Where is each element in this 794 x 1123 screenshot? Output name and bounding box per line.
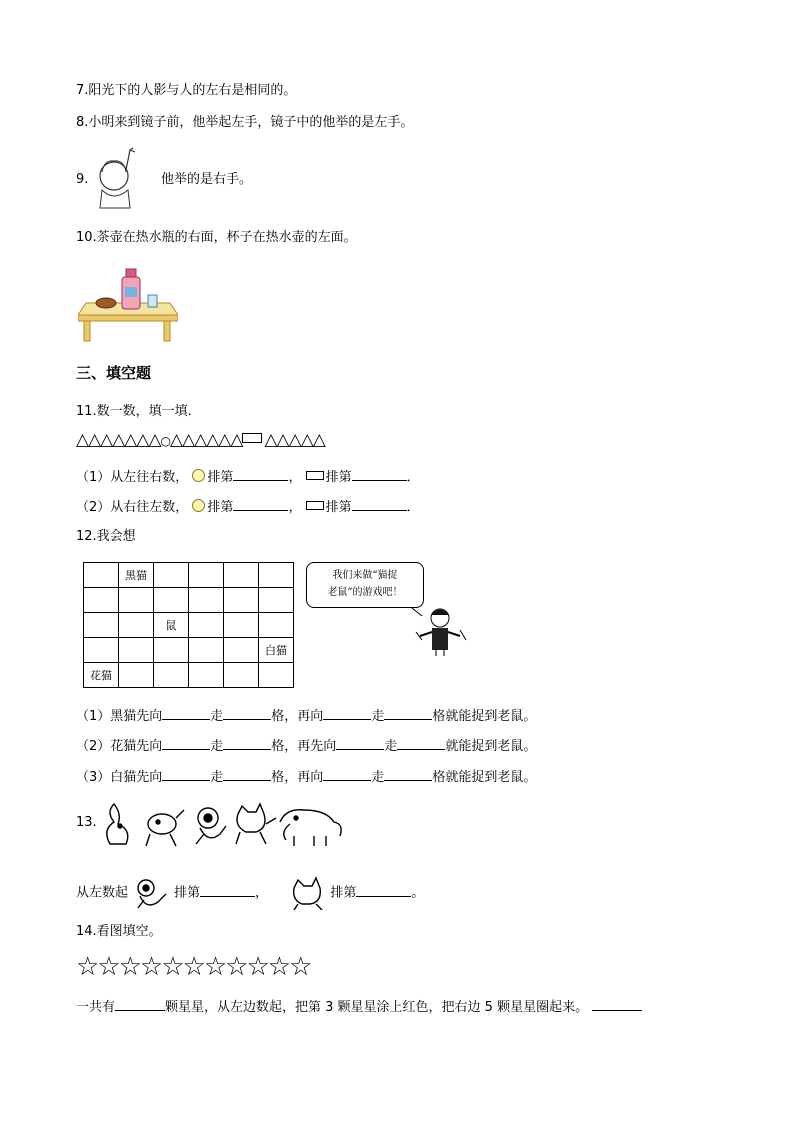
- white-cat-label: 白猫: [259, 638, 294, 663]
- triangles-group-2: △△△△△△: [170, 430, 243, 450]
- black-cat-label: 黑猫: [119, 563, 154, 588]
- boy-image: [398, 600, 474, 656]
- shape-row: [76, 431, 325, 450]
- question-12-title: 12.我会想: [76, 529, 136, 544]
- section-fill-in-blanks-heading: 三、填空题: [76, 364, 152, 382]
- answer-blank[interactable]: [356, 882, 411, 897]
- answer-blank[interactable]: [384, 766, 432, 781]
- answer-blank[interactable]: [223, 705, 271, 720]
- question-11-title: 11.数一数，填一填．: [76, 404, 201, 419]
- raised-hand-boy-image: [90, 146, 140, 210]
- star-row: ☆☆☆☆☆☆☆☆☆☆☆: [76, 952, 311, 982]
- question-10: 10.茶壶在热水瓶的右面，杯子在热水壶的左面。: [76, 230, 357, 245]
- answer-blank[interactable]: [352, 466, 407, 481]
- speech-bubble: 我们来做“猫捉 老鼠”的游戏吧！: [306, 562, 424, 608]
- answer-blank[interactable]: [223, 735, 271, 750]
- question-11-line-1: （1）从左往右数， 排第 ， 排第 ．: [76, 466, 420, 487]
- question-9-number: 9.: [76, 172, 89, 187]
- table-with-thermos-teapot-cup-image: [78, 265, 178, 343]
- answer-blank[interactable]: [397, 735, 445, 750]
- answer-blank[interactable]: [223, 766, 271, 781]
- answer-blank[interactable]: [233, 466, 288, 481]
- question-12-line-3: （3）白猫先向 走 格，再向 走 格就能捉到老鼠。: [76, 766, 536, 787]
- cat-mouse-grid: [83, 562, 294, 688]
- circle-icon: [192, 469, 205, 482]
- question-7: 7.阳光下的人影与人的左右是相同的。: [76, 83, 297, 98]
- triangles-group-3: △△△△△: [264, 430, 325, 450]
- answer-blank[interactable]: [200, 882, 255, 897]
- circle-shape: ○: [160, 434, 171, 448]
- animal-row-image: [100, 800, 350, 850]
- question-13-number: 13.: [76, 815, 97, 830]
- question-11-line-2: （2）从右往左数， 排第 ， 排第 ．: [76, 496, 420, 517]
- mouse-label: 鼠: [154, 613, 189, 638]
- triangles-group-1: △△△△△△△: [76, 430, 161, 450]
- answer-blank[interactable]: [352, 496, 407, 511]
- rectangle-icon: [306, 501, 324, 510]
- answer-blank[interactable]: [336, 735, 384, 750]
- answer-blank[interactable]: [115, 996, 165, 1011]
- question-12-line-2: （2）花猫先向 走 格，再先向 走 就能捉到老鼠。: [76, 735, 536, 756]
- question-12-line-1: （1）黑猫先向 走 格，再向 走 格就能捉到老鼠。: [76, 705, 536, 726]
- answer-blank[interactable]: [233, 496, 288, 511]
- question-14-title: 14.看图填空。: [76, 924, 162, 939]
- cat-icon: [288, 876, 330, 910]
- answer-blank[interactable]: [592, 996, 642, 1011]
- rectangle-icon: [306, 471, 324, 480]
- flower-cat-label: 花猫: [84, 663, 119, 688]
- bird-icon: [132, 876, 174, 910]
- question-14-line: 一共有 颗星星，从左边数起，把第 3 颗星星涂上红色，把右边 5 颗星星圈起来。: [76, 996, 642, 1017]
- question-8: 8.小明来到镜子前，他举起左手，镜子中的他举的是左手。: [76, 115, 414, 130]
- answer-blank[interactable]: [323, 766, 371, 781]
- answer-blank[interactable]: [162, 766, 210, 781]
- question-13-line: 从左数起 排第 ， 排第 。: [76, 876, 424, 910]
- answer-blank[interactable]: [162, 705, 210, 720]
- answer-blank[interactable]: [323, 705, 371, 720]
- answer-blank[interactable]: [162, 735, 210, 750]
- answer-blank[interactable]: [384, 705, 432, 720]
- circle-icon: [192, 499, 205, 512]
- question-9-text: 他举的是右手。: [161, 172, 253, 187]
- rectangle-shape: [242, 433, 262, 443]
